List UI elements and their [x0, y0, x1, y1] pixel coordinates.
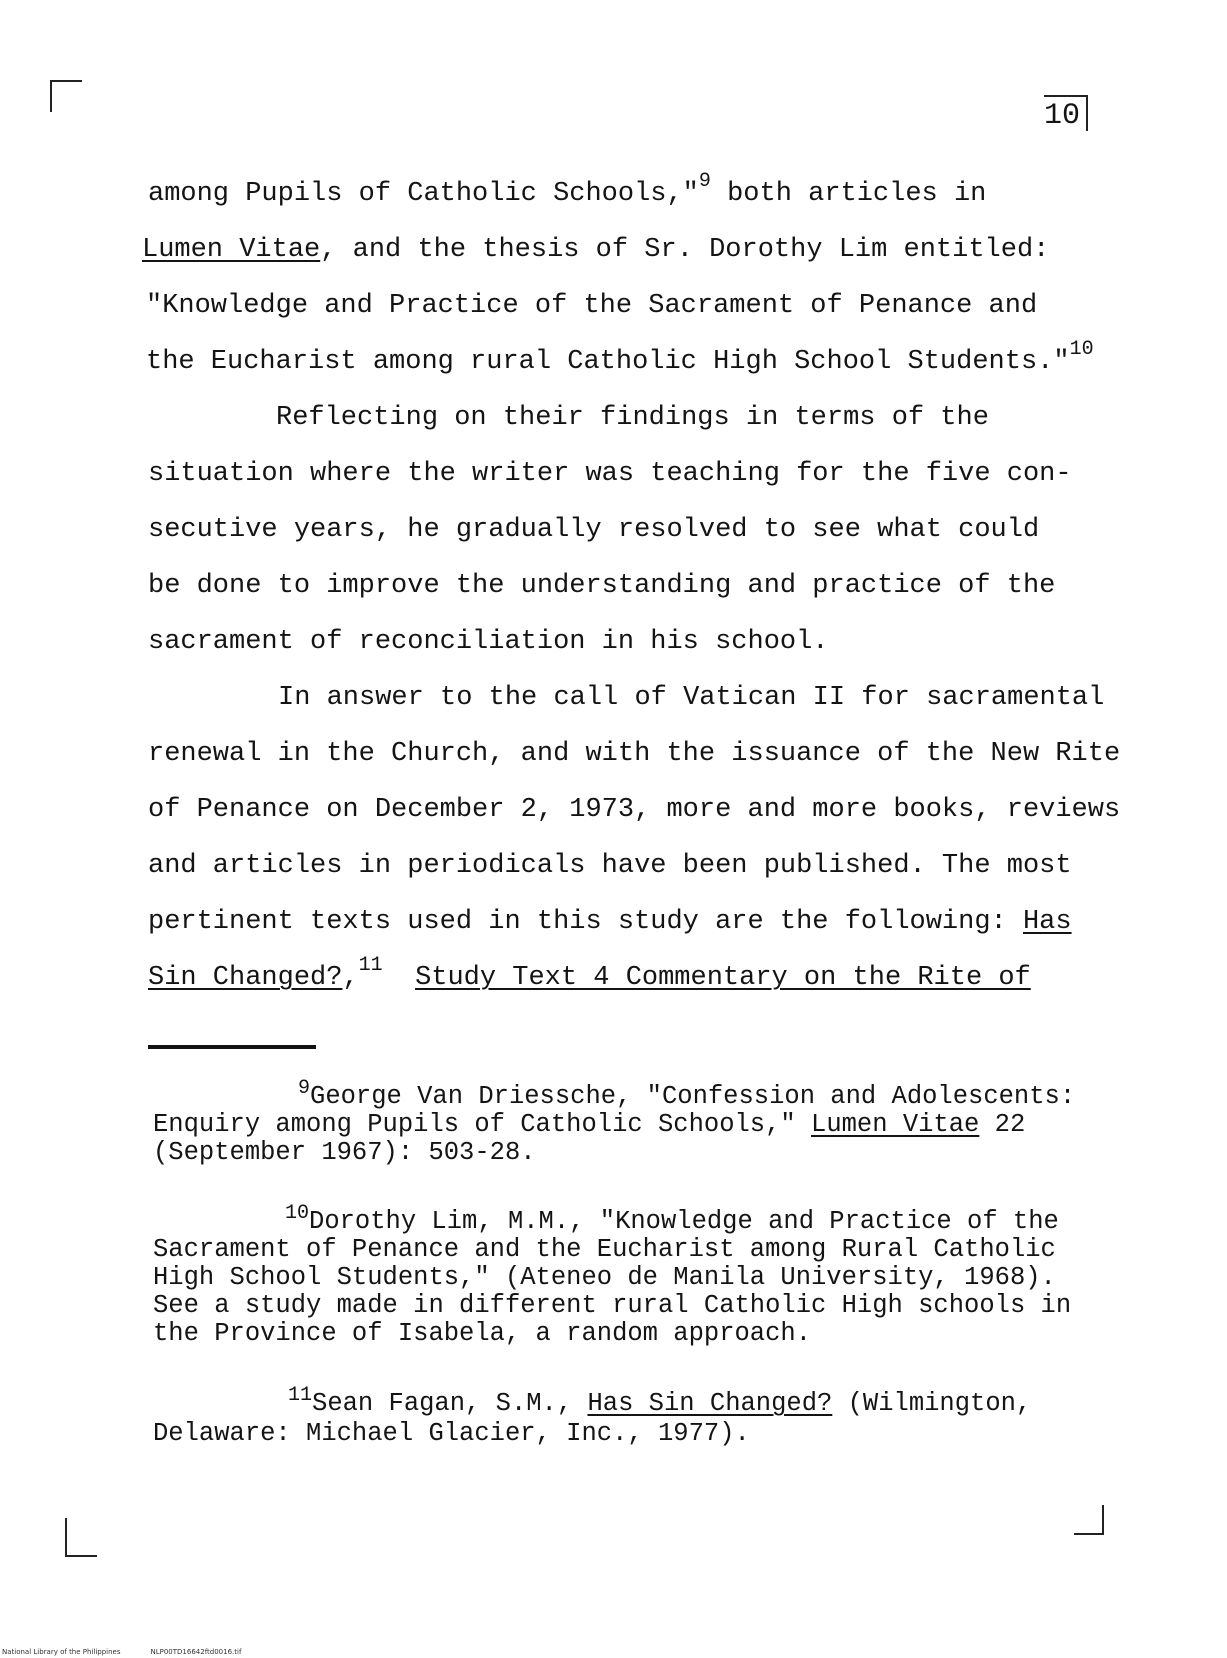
footnote-number: 9: [298, 1077, 311, 1100]
title-study-text-4: Study Text 4 Commentary on the Rite of: [415, 963, 1031, 993]
footnote-number: 10: [285, 1202, 310, 1225]
body-line: sacrament of reconciliation in his school.: [148, 627, 829, 657]
title-has-sin-changed: Has Sin Changed?: [587, 1389, 833, 1418]
crop-mark-bottom-right-h: [1074, 1533, 1104, 1535]
title-lumen-vitae: Lumen Vitae: [811, 1110, 980, 1139]
crop-mark-bottom-left-h: [65, 1555, 97, 1557]
crop-mark-top-left-v: [50, 80, 52, 112]
footnote-10-line: Sacrament of Penance and the Eucharist among Rural Catholic: [153, 1235, 1056, 1264]
page-number: 10: [1044, 95, 1088, 131]
body-line: of Penance on December 2, 1973, more and more books, reviews: [148, 795, 1121, 825]
footnote-11-line: Delaware: Michael Glacier, Inc., 1977).: [153, 1419, 750, 1448]
footnote-ref-11: 11: [358, 954, 383, 977]
footnote-ref-10: 10: [1069, 338, 1094, 361]
title-has-sin-changed: Has: [1022, 907, 1072, 937]
body-line: and articles in periodicals have been published. The most: [148, 851, 1072, 881]
library-name: National Library of the Philippines: [2, 1648, 121, 1656]
body-line: In answer to the call of Vatican II for sacramental: [278, 683, 1105, 713]
footnote-10-line: High School Students," (Ateneo de Manila University, 1968).: [153, 1263, 1056, 1292]
body-line: Sin Changed?,$^{11}$ Study Text 4 Commentary on the Rite of: [148, 954, 1031, 993]
crop-mark-top-left-h: [50, 80, 82, 82]
footnote-separator: [148, 1045, 316, 1049]
body-line: among Pupils of Catholic Schools,"$^9$ both articles in: [148, 170, 987, 209]
footnote-10-line: See a study made in different rural Catholic High schools in: [153, 1291, 1072, 1320]
footnote-number: 11: [288, 1384, 313, 1407]
title-lumen-vitae: Lumen Vitae: [142, 235, 321, 265]
footnote-9-line: Enquiry among Pupils of Catholic Schools," Lumen Vitae 22: [153, 1110, 1026, 1139]
body-line: be done to improve the understanding and practice of the: [148, 571, 1056, 601]
body-line: the Eucharist among rural Catholic High School Students."$^{10}$: [146, 338, 1094, 377]
body-line: Lumen Vitae, and the thesis of Sr. Dorothy Lim entitled:: [142, 235, 1050, 265]
body-line: secutive years, he gradually resolved to see what could: [148, 515, 1040, 545]
body-line: Reflecting on their findings in terms of the: [276, 403, 989, 433]
scan-footer: [2, 1648, 271, 1656]
title-has-sin-changed: Sin Changed?: [148, 963, 343, 993]
crop-mark-bottom-right-v: [1102, 1505, 1104, 1535]
body-line: situation where the writer was teaching for the five con-: [148, 459, 1072, 489]
footnote-9-line: (September 1967): 503-28.: [153, 1138, 536, 1167]
file-name: NLP00TD16642ftd0016.tif: [150, 1648, 242, 1656]
body-line: renewal in the Church, and with the issuance of the New Rite: [148, 739, 1121, 769]
footnote-10-line: $^{10}$Dorothy Lim, M.M., "Knowledge and Practice of the: [285, 1202, 1059, 1236]
footnote-10-line: the Province of Isabela, a random approach.: [153, 1319, 812, 1348]
body-line: "Knowledge and Practice of the Sacrament of Penance and: [146, 291, 1038, 321]
crop-mark-bottom-left-v: [65, 1518, 67, 1556]
body-line: pertinent texts used in this study are the following: Has: [148, 907, 1072, 937]
footnote-11-line: $^{11}$Sean Fagan, S.M., Has Sin Changed? (Wilmington,: [288, 1384, 1032, 1418]
footnote-9-line: $^9$George Van Driessche, "Confession and Adolescents:: [298, 1077, 1076, 1111]
footnote-ref-9: 9: [698, 170, 711, 193]
